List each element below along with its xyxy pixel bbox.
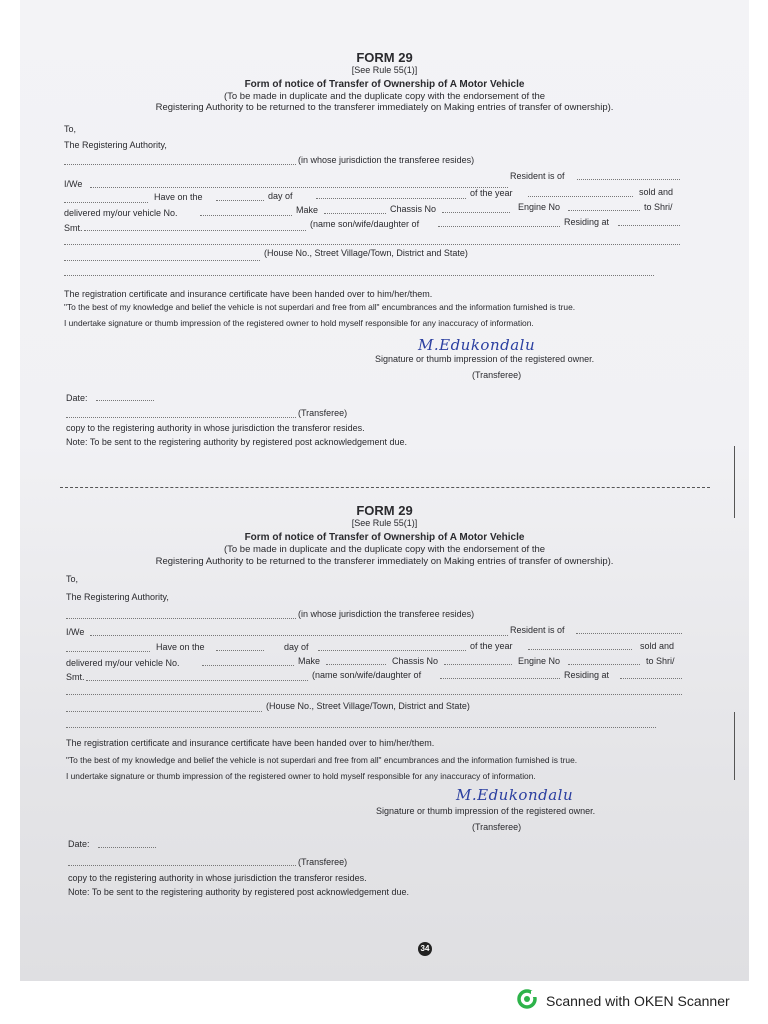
authority-label: The Registering Authority,: [64, 140, 167, 150]
cut-line: [60, 487, 710, 488]
make-label: Make: [296, 205, 319, 215]
edge-mark: [734, 712, 735, 780]
to-shri-label: to Shri/: [644, 202, 673, 212]
delivered-label: delivered my/our vehicle No.: [66, 658, 180, 668]
engine-label: Engine No: [518, 202, 561, 212]
sold-label: sold and: [639, 187, 674, 197]
make-label: Make: [298, 656, 321, 666]
handed-over-text: The registration certificate and insurance certificate have been handed over to him/her/them.: [66, 738, 435, 748]
transferee-line-label: (Transferee): [298, 857, 348, 867]
smt-label: Smt.: [66, 672, 85, 682]
date-line: [98, 847, 156, 848]
day-of-label: day of: [268, 191, 293, 201]
vehicle-no-line: [202, 665, 294, 666]
delivered-label: delivered my/our vehicle No.: [64, 208, 178, 218]
handed-over-text: The registration certificate and insurance certificate have been handed over to him/her/them.: [64, 289, 433, 299]
scanned-page: [20, 0, 749, 981]
resident-label: Resident is of: [510, 171, 565, 181]
signature-label: Signature or thumb impression of the registered owner.: [375, 354, 595, 364]
scanner-watermark: [516, 990, 730, 1012]
make-line: [326, 664, 386, 665]
transferee-sign-line: [66, 417, 296, 418]
chassis-label: Chassis No: [390, 204, 437, 214]
address-line-3: [64, 275, 654, 276]
address-line-1: [66, 694, 682, 695]
oken-logo-icon: [516, 989, 538, 1014]
form-subheading-1: (To be made in duplicate and the duplicate copy with the endorsement of the: [223, 91, 546, 102]
transferee-name-line: [84, 230, 306, 231]
have-on-label: Have on the: [154, 192, 203, 202]
residing-line: [620, 678, 682, 679]
date-label: Date:: [68, 839, 90, 849]
transferee-label: (Transferee): [472, 370, 522, 380]
engine-line: [568, 210, 640, 211]
jurisdiction-line: [66, 618, 296, 619]
relation-line: [438, 226, 560, 227]
address-line-2: [64, 260, 260, 261]
declaration-1: "To the best of my knowledge and belief the vehicle is not superdari and free from all" encumbrances and the information furnished is true.: [66, 755, 578, 765]
sold-label: sold and: [640, 641, 675, 651]
to-shri-label: to Shri/: [646, 656, 675, 666]
declaration-2: I undertake signature or thumb impression of the registered owner to hold myself responsible for any inaccuracy of information.: [66, 771, 536, 781]
engine-line: [568, 664, 640, 665]
copy-note: copy to the registering authority in whose jurisdiction the transferor resides.: [68, 873, 367, 883]
iwe-label: I/We: [66, 627, 85, 637]
vehicle-no-line: [200, 215, 292, 216]
iwe-line: [90, 635, 508, 636]
engine-label: Engine No: [518, 656, 561, 666]
smt-label: Smt.: [64, 223, 83, 233]
form-rule: [See Rule 55(1)]: [351, 518, 418, 528]
authority-label: The Registering Authority,: [66, 592, 169, 602]
transferee-label: (Transferee): [472, 822, 522, 832]
day-line: [216, 650, 264, 651]
transferee-name-line: [86, 680, 308, 681]
scanner-label: Scanned with OKEN Scanner: [546, 993, 730, 1009]
form-heading: Form of notice of Transfer of Ownership of A Motor Vehicle: [244, 79, 525, 90]
page-number: 34: [418, 942, 432, 956]
jurisdiction-label: (in whose jurisdiction the transferee resides): [298, 609, 475, 619]
transferee-line-label: (Transferee): [298, 408, 348, 418]
transferee-sign-line: [68, 865, 296, 866]
date-label: Date:: [66, 393, 88, 403]
form-subheading-2: Registering Authority to be returned to the transferer immediately on Making entries of transfer of ownership).: [155, 556, 614, 567]
relation-line: [440, 678, 560, 679]
copy-note: copy to the registering authority in whose jurisdiction the transferor resides.: [66, 423, 365, 433]
address-line-2: [66, 711, 262, 712]
declaration-1: "To the best of my knowledge and belief the vehicle is not superdari and free from all" encumbrances and the information furnished is true.: [64, 302, 576, 312]
residing-line: [618, 225, 680, 226]
address-hint: (House No., Street Village/Town, District and State): [266, 701, 470, 711]
address-line-3: [66, 727, 656, 728]
day-line: [216, 200, 264, 201]
form-subheading-2: Registering Authority to be returned to the transferer immediately on Making entries of transfer of ownership).: [155, 102, 614, 113]
jurisdiction-label: (in whose jurisdiction the transferee resides): [298, 155, 475, 165]
year-label: of the year: [470, 188, 513, 198]
jurisdiction-line: [64, 164, 296, 165]
signature: M.Edukondalu: [418, 336, 536, 354]
month-line: [316, 198, 466, 199]
iwe-line: [90, 187, 508, 188]
iwe-label: I/We: [64, 179, 83, 189]
year-line: [528, 196, 633, 197]
residing-label: Residing at: [564, 670, 610, 680]
post-note: Note: To be sent to the registering authority by registered post acknowledgement due.: [66, 437, 408, 447]
signature: M.Edukondalu: [456, 786, 574, 804]
chassis-line: [444, 664, 512, 665]
day-of-label: day of: [284, 642, 309, 652]
year-line: [528, 649, 632, 650]
chassis-line: [442, 212, 510, 213]
to-label: To,: [66, 574, 79, 584]
form-subheading-1: (To be made in duplicate and the duplicate copy with the endorsement of the: [223, 544, 546, 555]
name-relation-label: (name son/wife/daughter of: [312, 670, 422, 680]
residing-label: Residing at: [564, 217, 610, 227]
month-line: [318, 650, 466, 651]
address-hint: (House No., Street Village/Town, District and State): [264, 248, 468, 258]
post-note: Note: To be sent to the registering authority by registered post acknowledgement due.: [68, 887, 410, 897]
declaration-2: I undertake signature or thumb impression of the registered owner to hold myself responsible for any inaccuracy of information.: [64, 318, 534, 328]
year-label: of the year: [470, 641, 513, 651]
signature-label: Signature or thumb impression of the registered owner.: [376, 806, 596, 816]
form-title: FORM 29: [356, 503, 413, 518]
name-relation-label: (name son/wife/daughter of: [310, 219, 420, 229]
form-title: FORM 29: [356, 50, 413, 65]
address-line-1: [64, 244, 680, 245]
blank-line: [66, 651, 150, 652]
blank-line: [64, 202, 148, 203]
have-on-label: Have on the: [156, 642, 205, 652]
resident-line: [577, 179, 680, 180]
chassis-label: Chassis No: [392, 656, 439, 666]
form-rule: [See Rule 55(1)]: [351, 65, 418, 75]
make-line: [324, 213, 386, 214]
resident-line: [576, 633, 682, 634]
date-line: [96, 400, 154, 401]
resident-label: Resident is of: [510, 625, 565, 635]
form-heading: Form of notice of Transfer of Ownership of A Motor Vehicle: [244, 532, 525, 543]
to-label: To,: [64, 124, 77, 134]
